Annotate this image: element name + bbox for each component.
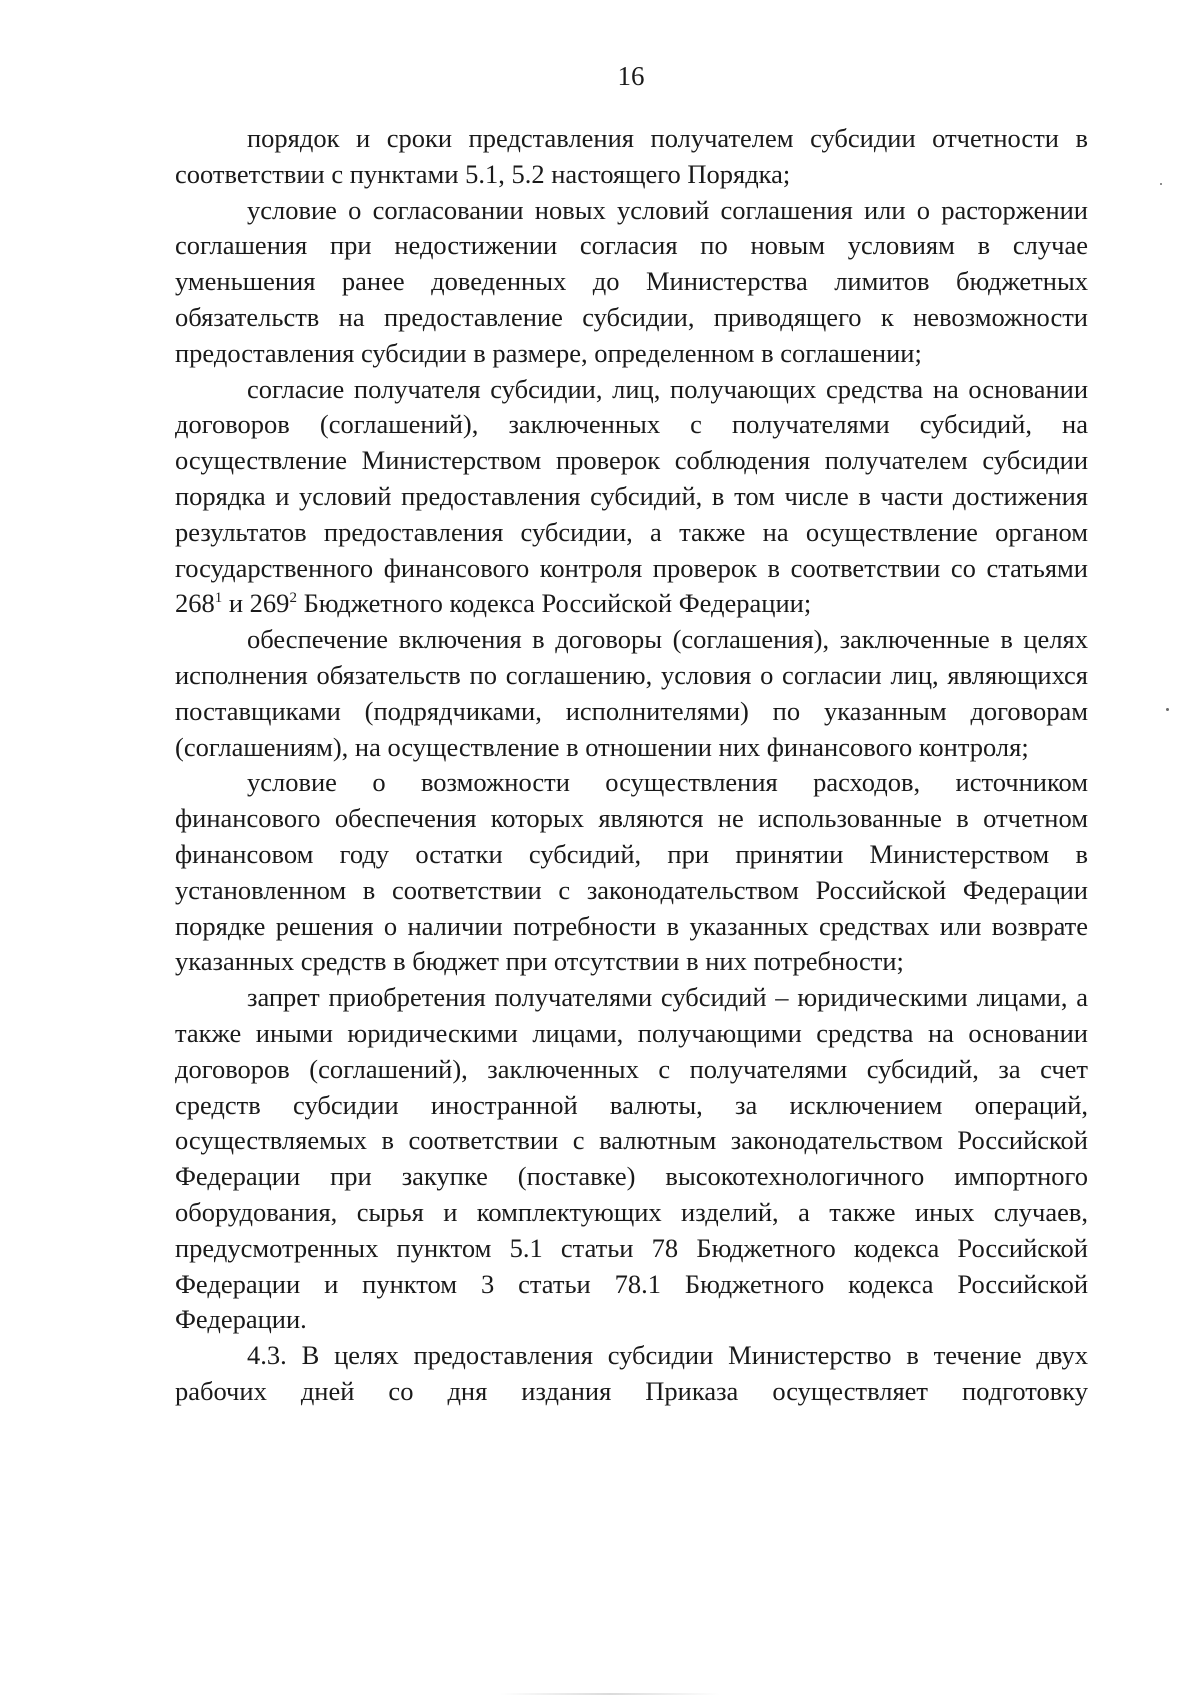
paragraph-consent-to-inspections xyxy=(175,372,1088,623)
paragraph-section-4-3: 4.3. В целях предоставления субсидии Министерство в течение двух рабочих дней со дня издания Приказа осуществляет подготовку xyxy=(175,1340,1088,1406)
paragraph-text: и 269 xyxy=(222,588,290,619)
paragraph-text: Бюджетного кодекса Российской Федерации; xyxy=(296,588,812,619)
paragraph-contract-inclusion: обеспечение включения в договоры (соглашения), заключенные в целях исполнения обязательств по соглашению, условия о согласии лиц, являющихся поставщиками (подрядчиками, исполнителями) по указанным договорам (соглашениям), на осуществление в отношении них финансового контроля; xyxy=(175,624,1088,762)
paragraph-currency-ban: запрет приобретения получателями субсидий – юридическими лицами, а также иными юридическими лицами, получающими средства на основании договоров (соглашений), заключенных с получателями субсидий, за счет средств субсидии иностранной валюты, за исключением операций, осуществляемых в соответствии с валютным законодательством Российской Федерации при закупке (поставке) высокотехнологичного импортного оборудования, сырья и комплектующих изделий, а также иных случаев, предусмотренных пунктом 5.1 статьи 78 Бюджетного кодекса Российской Федерации и пунктом 3 статьи 78.1 Бюджетного кодекса Российской Федерации. xyxy=(175,982,1088,1335)
paragraph-new-conditions: условие о согласовании новых условий соглашения или о расторжении соглашения при недостижении согласия по новым условиям в случае уменьшения ранее доведенных до Министерства лимитов бюджетных обязательств на предоставление субсидии, приводящего к невозможности предоставления субсидии в размере, определенном в соглашении; xyxy=(175,194,1088,368)
page-number: 16 xyxy=(617,61,645,91)
scan-smudge xyxy=(500,1693,720,1695)
paragraph-unused-balances: условие о возможности осуществления расходов, источником финансового обеспечения которых являются не использованные в отчетном финансовом году остатки субсидий, при принятии Министерством в установленном в соответствии с законодательством Российской Федерации порядке решения о наличии потребности в указанных средствах или возврате указанных средств в бюджет при отсутствии в них потребности; xyxy=(175,767,1088,977)
superscript: 2 xyxy=(289,590,297,607)
paragraph-reporting-terms: порядок и сроки представления получателем субсидии отчетности в соответствии с пунктами 5.1, 5.2 настоящего Порядка; xyxy=(175,123,1088,189)
document-body xyxy=(175,121,1088,1410)
superscript: 1 xyxy=(214,590,223,607)
scan-speck xyxy=(1166,708,1169,711)
paragraph-text: согласие получателя субсидии, лиц, получающих средства на основании договоров (соглашений), заключенных с получателями субсидий, на осуществление Министерством проверок соблюдения получателем субсидии порядка и условий предоставления субсидий, в том числе в части достижения результатов предоставления субсидии, а также на осуществление органом государственного финансового контроля проверок в соответствии со статьями 268 xyxy=(175,373,1088,619)
scan-speck xyxy=(1160,183,1162,185)
